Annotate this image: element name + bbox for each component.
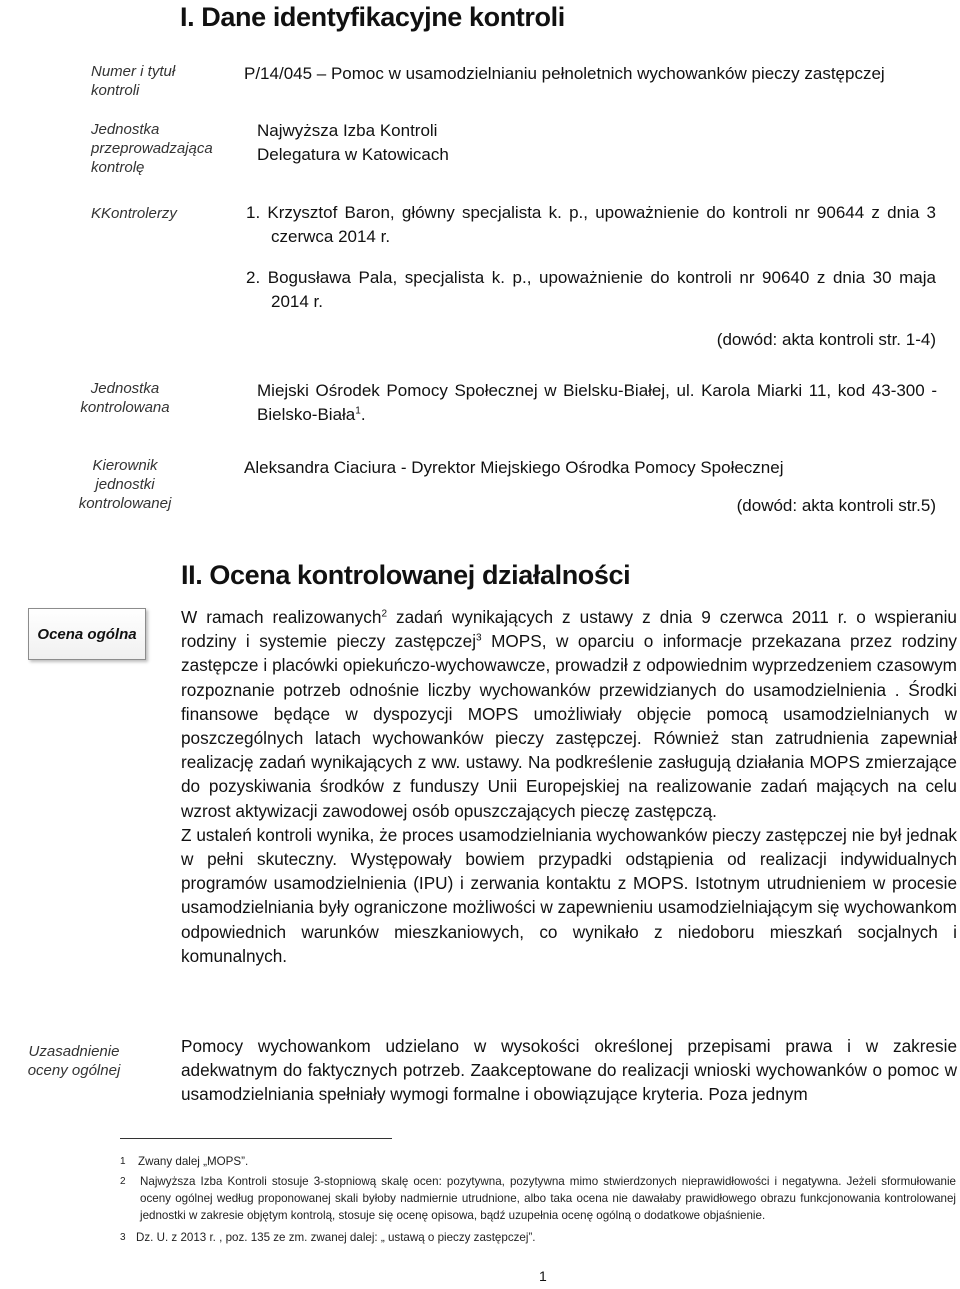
kontroler-item-1 [246, 201, 936, 249]
ocena-ogolna-label: Ocena ogólna [37, 625, 137, 643]
footnote-2 [120, 1173, 956, 1224]
paragraph-1-part-3: MOPS, w oparciu o informacje przekazana przez rodziny zastępcze i placówki opiekuńczo-wychowawcze, prowadził z odpowiednim wyprzedzeniem czasowym rozpoznanie potrzeb odnośnie liczby wychowanków przewidzianych do usamodzielnienia . Środki finansowe będące w dyspozycji MOPS umożliwiały objęcie pomocą usamodzielnianych w poszczególnych latach wychowanków pieczy zastępczej. Również stan zatrudnienia zapewniał realizację zadań wynikających z ww. ustawy. Na podkreślenie zasługują działania MOPS zmierzające do pozyskiwania środków z funduszy Unii Europejskiej na realizowanie zadań mających na celu wzrost aktywizacji zawodowej osób opuszczających pieczę zastępczą. [181, 631, 957, 821]
footnote-1-text: Zwany dalej „MOPS”. [138, 1155, 249, 1168]
value-kierownik: Aleksandra Ciaciura - Dyrektor Miejskiego Ośrodka Pomocy Społecznej [244, 458, 784, 477]
paragraph-3: Pomocy wychowankom udzielano w wysokości określonej przepisami prawa i w zakresie adekwatnym do faktycznych potrzeb. Zaakceptowane do realizacji wnioski wychowanków o pomoc w usamodzielniania spełniały wymogi formalne i obowiązujące kryteria. Poza jednym [181, 1036, 957, 1105]
label-kierownik: Kierownik jednostki kontrolowanej [78, 457, 172, 512]
footnote-ref-1: 1 [355, 405, 361, 417]
label-jednostka-przeprowadzajaca: Jednostka przeprowadzająca kontrolę [91, 121, 213, 176]
value-nik-name: Najwyższa Izba Kontroli [257, 121, 438, 140]
paragraph-2: Z ustaleń kontroli wynika, że proces usamodzielniania wychowanków pieczy zastępczej nie był jednak w pełni skuteczny. Występowały bowiem przypadki odstąpienia od realizacji indywidualnych programów usamodzielnienia (IPU) i zerwania kontaktu z MOPS. Istotnym utrudnieniem w procesie usamodzielniania były ograniczone możliwości w zapewnieniu usamodzielniającym się wychowankom odpowiednich warunków mieszkaniowych, co wynikało z niedoboru mieszkań socjalnych i komunalnych. [181, 824, 957, 966]
footnote-3-number: 3 [120, 1232, 126, 1243]
paragraph-1-part-1: W ramach realizowanych [181, 607, 382, 627]
footnote-1 [120, 1153, 956, 1170]
ocena-ogolna-box [28, 608, 146, 660]
label-jednostka-kontrolowana: Jednostka kontrolowana [80, 380, 170, 416]
label-kontrolerzy: KKontrolerzy [91, 205, 177, 222]
evidence-kierownik: (dowód: akta kontroli str.5) [736, 496, 936, 515]
footnote-divider [120, 1138, 392, 1139]
label-uzasadnienie: Uzasadnienie oceny ogólnej [27, 1043, 121, 1079]
kontroler-2-text: 2. Bogusława Pala, specjalista k. p., upoważnienie do kontroli nr 90640 z dnia 30 maja 2014 r. [246, 268, 936, 311]
footnote-3 [120, 1229, 956, 1246]
section-1-title: I. Dane identyfikacyjne kontroli [180, 2, 565, 32]
jednostka-kontrolowana-text: Miejski Ośrodek Pomocy Społecznej w Bielsku-Białej, ul. Karola Miarki 11, kod 43-300 - Bielsko-Biała [257, 381, 937, 424]
kontroler-1-text: 1. Krzysztof Baron, główny specjalista k. p., upoważnienie do kontroli nr 90644 z dnia 3 czerwca 2014 r. [246, 203, 936, 246]
section-2-title: II. Ocena kontrolowanej działalności [181, 560, 631, 590]
footnote-ref-3: 3 [476, 632, 482, 644]
label-numer-kontroli: Numer i tytuł kontroli [91, 63, 176, 99]
paragraph-1 [181, 605, 957, 823]
footnote-ref-2: 2 [381, 608, 387, 620]
value-jednostka-kontrolowana: Miejski Ośrodek Pomocy Społecznej w Bielsku-Białej, ul. Karola Miarki 11, kod 43-300 - Bielsko-Biała$^1$. [257, 381, 937, 424]
value-jednostka-przeprowadzajaca [257, 119, 937, 167]
value-delegatura: Delegatura w Katowicach [257, 145, 449, 164]
value-numer-kontroli: P/14/045 – Pomoc w usamodzielnianiu pełnoletnich wychowanków pieczy zastępczej [244, 64, 885, 83]
footnote-3-text: Dz. U. z 2013 r. , poz. 135 ze zm. zwanej dalej: „ ustawą o pieczy zastępczej”. [136, 1231, 536, 1244]
assessment-body [181, 605, 957, 968]
footnote-2-number: 2 [120, 1176, 126, 1187]
page-number: 1 [539, 1268, 547, 1284]
evidence-kontrolerzy: (dowód: akta kontroli str. 1-4) [716, 330, 936, 349]
paragraph-1-part-2: zadań wynikających z ustawy z dnia 9 czerwca 2011 r. o wspieraniu rodziny i systemie pieczy zastępczej [181, 607, 957, 652]
footnote-2-text: Najwyższa Izba Kontroli stosuje 3-stopniową skalę ocen: pozytywna, pozytywna mimo stwierdzonych nieprawidłowości i negatywna. Jeżeli sformułowanie oceny ogólnej według proponowanej skali byłoby nadmiernie utrudnione, albo taka ocena nie dawałaby prawidłowego obrazu funkcjonowania kontrolowanej jednostki w zakresie objętym kontrolą, stosuje się ocenę opisowa, bądź uzupełnia ocenę ogólną o dodatkowe objaśnienie. [140, 1175, 956, 1222]
footnote-1-number: 1 [120, 1156, 126, 1167]
kontroler-item-2 [246, 266, 936, 314]
